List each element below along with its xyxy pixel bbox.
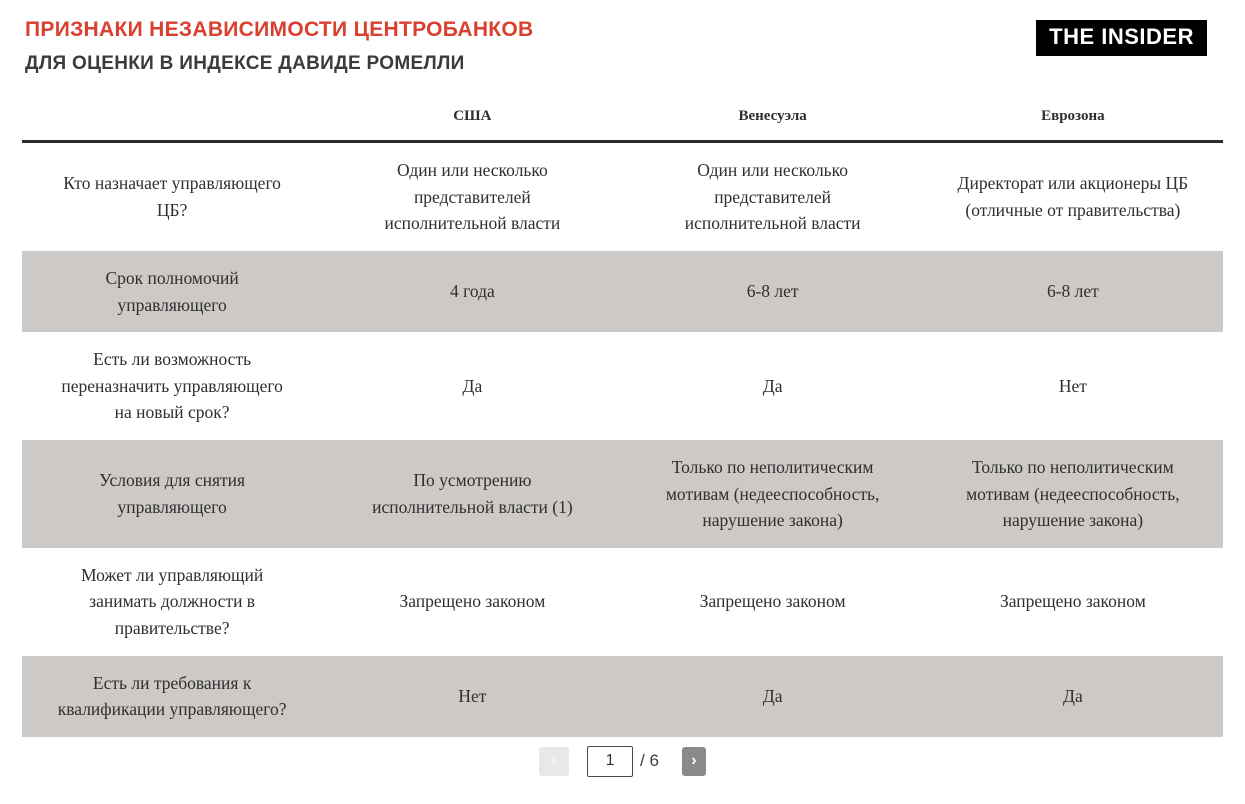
cell-venezuela: 6-8 лет	[746, 281, 799, 302]
cell-eurozone: Только по неполитическим мотивам (недееспособность, нарушение закона)	[966, 456, 1180, 531]
page-title: ПРИЗНАКИ НЕЗАВИСИМОСТИ ЦЕНТРОБАНКОВ	[25, 18, 534, 41]
table-row	[22, 142, 1223, 251]
column-header-eurozone: Еврозона	[1041, 108, 1105, 125]
comparison-table-wrap	[22, 96, 1223, 737]
column-header-usa: США	[453, 108, 492, 125]
cell-venezuela: Только по неполитическим мотивам (недееспособность, нарушение закона)	[665, 456, 880, 531]
next-page-button[interactable]	[682, 747, 706, 776]
column-header-venezuela: Венесуэла	[738, 108, 807, 125]
column-header-empty	[22, 96, 322, 142]
pagination	[0, 746, 1245, 777]
cell-venezuela: Запрещено законом	[699, 591, 846, 612]
table-row	[22, 332, 1223, 440]
row-question: Есть ли требования к квалификации управляющего?	[57, 672, 287, 720]
chevron-left-icon: ‹	[551, 752, 557, 770]
cell-eurozone: Да	[1063, 685, 1083, 706]
chevron-right-icon: ›	[691, 752, 697, 770]
cell-eurozone: Директорат или акционеры ЦБ (отличные от правительства)	[957, 173, 1189, 221]
row-question: Срок полномочий управляющего	[105, 267, 239, 315]
cell-usa: Нет	[458, 685, 487, 706]
comparison-table	[22, 96, 1223, 737]
page-total-label: / 6	[640, 751, 659, 771]
cell-usa: Один или несколько представителей исполнительной власти	[384, 160, 561, 234]
page-subtitle: ДЛЯ ОЦЕНКИ В ИНДЕКСЕ ДАВИДЕ РОМЕЛЛИ	[25, 53, 465, 75]
row-question: Кто назначает управляющего ЦБ?	[63, 173, 281, 221]
table-row	[22, 251, 1223, 332]
cell-venezuela: Один или несколько представителей исполнительной власти	[684, 160, 861, 234]
table-row	[22, 656, 1223, 737]
cell-venezuela: Да	[762, 685, 783, 706]
row-question: Есть ли возможность переназначить управляющего на новый срок?	[61, 349, 283, 423]
cell-eurozone: Запрещено законом	[999, 591, 1146, 612]
prev-page-button[interactable]	[539, 747, 569, 776]
cell-eurozone: 6-8 лет	[1046, 281, 1099, 302]
table-header-row	[22, 96, 1223, 142]
cell-venezuela: Да	[762, 375, 783, 396]
row-question: Условия для снятия управляющего	[99, 470, 246, 517]
table-row	[22, 548, 1223, 656]
page-number-input[interactable]	[587, 746, 633, 777]
cell-eurozone: Нет	[1058, 375, 1087, 396]
cell-usa: Запрещено законом	[399, 591, 546, 612]
the-insider-logo: THE INSIDER	[1036, 20, 1207, 56]
table-row	[22, 440, 1223, 548]
cell-usa: 4 года	[449, 281, 495, 302]
row-question: Может ли управляющий занимать должности в правительстве?	[80, 564, 264, 638]
cell-usa: По усмотрению исполнительной власти (1)	[372, 470, 573, 517]
cell-usa: Да	[462, 375, 483, 396]
